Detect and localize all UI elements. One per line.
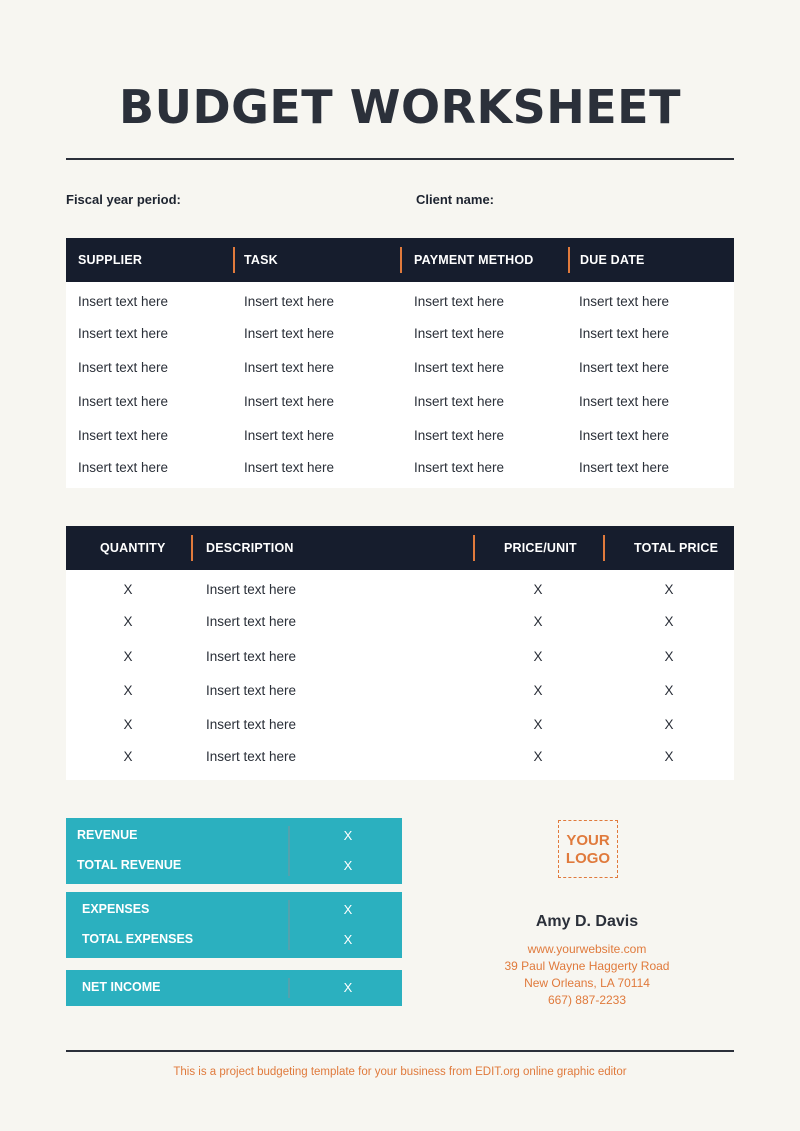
item-description-cell: Insert text here	[206, 649, 297, 664]
item-value-cell: X	[533, 749, 543, 764]
fiscal-year-label: Fiscal year period:	[66, 192, 181, 207]
item-value-cell: X	[664, 749, 674, 764]
supplier-table-cell: Insert text here	[414, 294, 505, 309]
supplier-table-cell: Insert text here	[579, 326, 670, 341]
supplier-table-cell: Insert text here	[244, 460, 335, 475]
item-value-cell: X	[533, 582, 543, 597]
panel-separator	[288, 900, 290, 950]
supplier-table-cell: Insert text here	[414, 394, 505, 409]
supplier-table-cell: Insert text here	[244, 326, 335, 341]
item-value-cell: X	[123, 749, 133, 764]
logo-placeholder	[558, 820, 618, 878]
supplier-table-cell: Insert text here	[244, 360, 335, 375]
page-title: BUDGET WORKSHEET	[119, 80, 681, 134]
revenue-panel	[66, 818, 402, 884]
total-revenue-label: TOTAL REVENUE	[77, 858, 182, 872]
item-value-cell: X	[533, 717, 543, 732]
supplier-table-cell: Insert text here	[414, 360, 505, 375]
item-description-cell: Insert text here	[206, 614, 297, 629]
supplier-table-cell: Insert text here	[579, 360, 670, 375]
item-value-cell: X	[123, 717, 133, 732]
item-description-cell: Insert text here	[206, 582, 297, 597]
expenses-label: EXPENSES	[82, 902, 150, 916]
panel-separator	[288, 978, 290, 998]
item-value-cell: X	[664, 683, 674, 698]
revenue-value: X	[343, 828, 353, 843]
net-income-value: X	[343, 980, 353, 995]
supplier-table-cell: Insert text here	[78, 294, 169, 309]
expenses-panel	[66, 892, 402, 958]
header-separator	[568, 247, 570, 273]
header-due-date: DUE DATE	[580, 253, 645, 267]
supplier-table-cell: Insert text here	[78, 460, 169, 475]
header-price-unit: PRICE/UNIT	[504, 541, 577, 555]
supplier-table-cell: Insert text here	[579, 428, 670, 443]
item-value-cell: X	[123, 683, 133, 698]
header-separator	[473, 535, 475, 561]
logo-line-1: YOUR	[566, 832, 610, 849]
contact-name: Amy D. Davis	[535, 913, 639, 930]
suppliers-table	[66, 238, 734, 488]
supplier-table-cell: Insert text here	[579, 460, 670, 475]
supplier-table-cell: Insert text here	[579, 394, 670, 409]
contact-address-line-1: 39 Paul Wayne Haggerty Road	[504, 959, 670, 973]
supplier-table-cell: Insert text here	[78, 360, 169, 375]
logo-line-2: LOGO	[565, 850, 611, 867]
top-divider	[66, 158, 734, 160]
supplier-table-cell: Insert text here	[414, 326, 505, 341]
header-supplier: SUPPLIER	[78, 253, 143, 267]
header-quantity: QUANTITY	[100, 541, 166, 555]
supplier-table-cell: Insert text here	[244, 294, 335, 309]
total-expenses-value: X	[343, 932, 353, 947]
item-value-cell: X	[533, 614, 543, 629]
supplier-table-cell: Insert text here	[78, 394, 169, 409]
item-description-cell: Insert text here	[206, 749, 297, 764]
footer-note: This is a project budgeting template for your business from EDIT.org online graphic editor	[173, 1066, 627, 1078]
suppliers-table-header	[66, 238, 734, 282]
header-separator	[400, 247, 402, 273]
supplier-table-cell: Insert text here	[579, 294, 670, 309]
contact-phone: 667) 887-2233	[547, 993, 627, 1007]
header-task: TASK	[244, 253, 278, 267]
header-payment-method: PAYMENT METHOD	[414, 253, 534, 267]
net-income-label: NET INCOME	[82, 980, 161, 994]
item-value-cell: X	[664, 717, 674, 732]
supplier-table-cell: Insert text here	[414, 428, 505, 443]
items-table	[66, 526, 734, 780]
header-separator	[233, 247, 235, 273]
header-separator	[603, 535, 605, 561]
supplier-table-cell: Insert text here	[244, 394, 335, 409]
item-value-cell: X	[664, 582, 674, 597]
contact-website: www.yourwebsite.com	[527, 942, 647, 956]
header-total-price: TOTAL PRICE	[634, 541, 719, 555]
item-value-cell: X	[123, 582, 133, 597]
supplier-table-cell: Insert text here	[78, 326, 169, 341]
item-value-cell: X	[664, 614, 674, 629]
expenses-value: X	[343, 902, 353, 917]
header-description: DESCRIPTION	[206, 541, 294, 555]
item-value-cell: X	[123, 614, 133, 629]
supplier-table-cell: Insert text here	[414, 460, 505, 475]
item-description-cell: Insert text here	[206, 683, 297, 698]
item-value-cell: X	[533, 683, 543, 698]
total-expenses-label: TOTAL EXPENSES	[82, 932, 194, 946]
item-description-cell: Insert text here	[206, 717, 297, 732]
supplier-table-cell: Insert text here	[244, 428, 335, 443]
net-income-panel	[66, 970, 402, 1006]
items-table-header	[66, 526, 734, 570]
item-value-cell: X	[664, 649, 674, 664]
header-separator	[191, 535, 193, 561]
supplier-table-cell: Insert text here	[78, 428, 169, 443]
panel-separator	[288, 826, 290, 876]
bottom-divider	[66, 1050, 734, 1052]
contact-address-line-2: New Orleans, LA 70114	[524, 976, 650, 990]
item-value-cell: X	[533, 649, 543, 664]
item-value-cell: X	[123, 649, 133, 664]
client-name-label: Client name:	[416, 192, 495, 207]
total-revenue-value: X	[343, 858, 353, 873]
revenue-label: REVENUE	[77, 828, 138, 842]
